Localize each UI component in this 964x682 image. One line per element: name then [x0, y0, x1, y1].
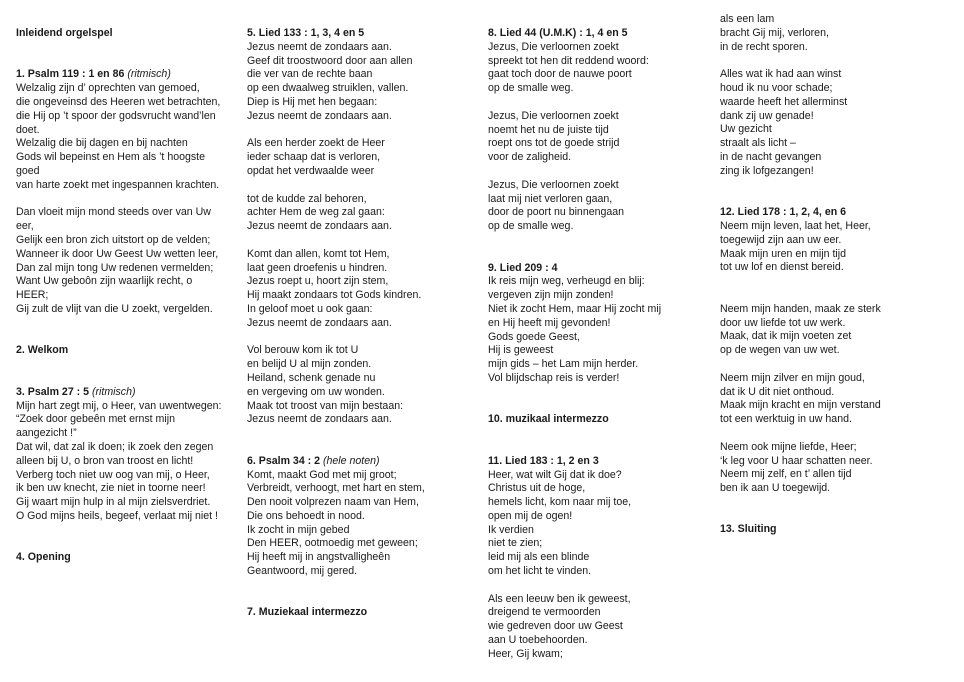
lyric-line: zing ik lofgezangen! [720, 164, 814, 177]
lyric-line: alleen bij U, o bron van troost en licht! [16, 454, 194, 467]
lyric-line: Neem mijn handen, maak ze sterk [720, 302, 881, 315]
lyric-line: Vol blijdschap reis is verder! [488, 371, 620, 384]
heading-text: 11. Lied 183 : 1, 2 en 3 [488, 454, 599, 467]
lyric-line: Niet ik zocht Hem, maar Hij zocht mij [488, 302, 662, 315]
lyric-line: Gij zult de vlijt van die U zoekt, vergelden. [16, 302, 213, 315]
lyric-line: om het licht te vinden. [488, 565, 592, 578]
blank-line [720, 358, 950, 372]
lyric-line: Neem ook mijne liefde, Heer; [720, 440, 857, 453]
lyric-line: Komt, maakt God met mij groot; [247, 468, 397, 481]
lyric-line: ben ik aan U toegewijd. [720, 482, 831, 495]
lyric-line: HEER; [16, 289, 49, 302]
section-heading [16, 68, 241, 82]
section-heading [720, 523, 950, 537]
lyric-line: Als een leeuw ben ik geweest, [488, 592, 631, 605]
lyric-line: leid mij als een blinde [488, 551, 590, 564]
lyric-line: Jezus neemt de zondaars aan. [247, 220, 392, 233]
lyric-line: Hij maakt zondaars tot Gods kindren. [247, 289, 422, 302]
lyric-line: In geloof moet u ook gaan: [247, 302, 373, 315]
lyric-line: houd ik nu voor schade; [720, 81, 833, 94]
lyric-line: op de wegen van uw wet. [720, 344, 840, 357]
blank-line [720, 289, 950, 303]
lyric-line: goed [16, 164, 40, 177]
lyric-line: Verberg toch niet uw oog van mij, o Heer, [16, 468, 210, 481]
heading-text: 3. Psalm 27 : 5 [16, 385, 92, 398]
lyric-line: voor de zaligheid. [488, 151, 572, 164]
lyric-line: Jezus neemt de zondaars aan. [247, 413, 392, 426]
lyric-line: Uw gezicht [720, 123, 772, 136]
lyric-line: en vergeving om uw wonden. [247, 385, 385, 398]
lyric-line: Heer, wat wilt Gij dat ik doe? [488, 468, 622, 481]
blank-line [720, 510, 950, 524]
lyric-line: open mij de ogen! [488, 509, 573, 522]
lyric-line: O God mijns heils, begeef, verlaat mij niet ! [16, 509, 218, 522]
lyric-line: Vol berouw kom ik tot U [247, 344, 359, 357]
lyric-line: Gij waart mijn hulp in al mijn zielsverdriet. [16, 496, 211, 509]
lyric-line: Jezus roept u, hoort zijn stem, [247, 275, 389, 288]
lyric-line: op de smalle weg. [488, 82, 574, 95]
lyric-line: tot uw lof en dienst bereid. [720, 261, 844, 274]
blank-line [488, 386, 713, 400]
lyric-line: Neem mijn leven, laat het, Heer, [720, 219, 871, 232]
lyric-line: door de poort nu binnengaan [488, 206, 625, 219]
blank-line [16, 524, 241, 538]
heading-text: 10. muzikaal intermezzo [488, 413, 609, 426]
lyric-line: Neem mij zelf, en t’ allen tijd [720, 468, 852, 481]
lyric-line: Wanneer ik door Uw Geest Uw wetten leer, [16, 247, 219, 260]
lyric-line: van harte zoekt met ingespannen krachten. [16, 178, 220, 191]
lyric-line: wie gedreven door uw Geest [488, 620, 623, 633]
lyric-line: Den nooit volprezen naam van Hem, [247, 496, 419, 509]
lyric-line: spreekt tot hen dit reddend woord: [488, 54, 649, 67]
lyric-line: Maak tot troost van mijn bestaan: [247, 399, 404, 412]
lyric-line: dank zij uw genade! [720, 109, 814, 122]
blank-line [16, 193, 241, 207]
section-heading [16, 551, 241, 565]
lyric-line: Jezus neemt de zondaars aan. [247, 316, 392, 329]
lyric-line: dat ik U dit niet onthoud. [720, 385, 835, 398]
blank-line [16, 331, 241, 345]
lyric-line: Jezus neemt de zondaars aan. [247, 40, 392, 53]
lyric-line: Alles wat ik had aan winst [720, 68, 842, 81]
lyric-line: aangezicht !” [16, 427, 77, 440]
blank-line [16, 41, 241, 55]
lyric-line: dreigend te vermoorden [488, 606, 601, 619]
lyric-line: in de nacht gevangen [720, 150, 822, 163]
blank-line [247, 427, 472, 441]
blank-line [16, 55, 241, 69]
lyric-line: ik ben uw knecht, zie niet in toorne neer! [16, 482, 206, 495]
heading-note: (ritmisch) [127, 68, 171, 81]
blank-line [488, 165, 713, 179]
lyric-line: op de smalle weg. [488, 220, 574, 233]
blank-line [488, 400, 713, 414]
blank-line [720, 275, 950, 289]
lyric-line: op een dwaalweg struiklen, vallen. [247, 82, 409, 95]
section-heading [488, 27, 713, 41]
lyric-line: laat geen droefenis u hindren. [247, 261, 388, 274]
blank-line [488, 427, 713, 441]
blank-line [16, 372, 241, 386]
blank-line [16, 358, 241, 372]
lyric-line: Christus uit de hoge, [488, 482, 586, 495]
blank-line [720, 179, 950, 193]
lyric-line: Maak, dat ik mijn voeten zet [720, 330, 852, 343]
heading-note: (ritmisch) [91, 385, 136, 398]
lyric-line: Heiland, schenk genade nu [247, 371, 376, 384]
heading-text: 6. Psalm 34 : 2 [247, 454, 323, 467]
section-heading [488, 413, 713, 427]
lyric-line: tot een werktuig in uw hand. [720, 413, 852, 426]
heading-text: 4. Opening [16, 551, 71, 564]
column-3 [488, 27, 713, 662]
section-heading [16, 344, 241, 358]
lyric-line: aan U toebehoorden. [488, 634, 588, 647]
lyric-line: Die ons behoedt in nood. [247, 509, 365, 522]
lyric-line: Ik reis mijn weg, verheugd en blij: [488, 275, 645, 288]
blank-line [488, 248, 713, 262]
blank-line [247, 593, 472, 607]
lyric-line: Jezus, Die verloornen zoekt [488, 178, 619, 191]
blank-line [488, 579, 713, 593]
lyric-line: hemels licht, kom naar mij toe, [488, 496, 632, 509]
lyric-line: Want Uw geboôn zijn waarlijk recht, o [16, 275, 193, 288]
lyric-line: en belijd U al mijn zonden. [247, 358, 372, 371]
section-heading [247, 455, 472, 469]
lyric-line: noemt het nu de juiste tijd [488, 123, 609, 136]
lyric-line: ieder schaap dat is verloren, [247, 151, 381, 164]
lyric-line: Ik zocht in mijn gebed [247, 523, 350, 536]
lyric-line: als een lam [720, 13, 775, 25]
lyric-line: Verbreidt, verhoogt, met hart en stem, [247, 482, 425, 495]
lyric-line: eer, [16, 220, 34, 233]
blank-line [720, 427, 950, 441]
blank-line [247, 124, 472, 138]
lyric-line: doet. [16, 123, 40, 136]
lyric-line: Welzalig die bij dagen en bij nachten [16, 137, 188, 150]
heading-text: Inleidend orgelspel [16, 27, 113, 39]
section-heading [488, 455, 713, 469]
lyric-line: door uw liefde tot uw werk. [720, 316, 846, 329]
heading-text: 7. Muziekaal intermezzo [247, 606, 368, 619]
lyric-line: Geantwoord, mij gered. [247, 565, 358, 578]
blank-line [247, 331, 472, 345]
column-4 [720, 13, 950, 537]
section-heading [16, 386, 241, 400]
blank-line [488, 96, 713, 110]
heading-text: 2. Welkom [16, 344, 69, 357]
lyric-line: Dat wil, dat zal ik doen; ik zoek den zegen [16, 440, 214, 453]
lyric-line: mijn gids – het Lam mijn herder. [488, 358, 639, 371]
lyric-line: Diep is Hij met hen begaan: [247, 95, 378, 108]
lyric-line: laat mij niet verloren gaan, [488, 192, 613, 205]
lyric-line: die ongeveinsd des Heeren wet betrachten, [16, 95, 221, 108]
blank-line [247, 579, 472, 593]
lyric-line: bracht Gij mij, verloren, [720, 26, 829, 39]
lyric-line: Den HEER, ootmoedig met geween; [247, 537, 418, 550]
section-heading [247, 606, 472, 620]
heading-text: 13. Sluiting [720, 523, 777, 536]
lyric-line: Maak mijn uren en mijn tijd [720, 247, 846, 260]
heading-note: (hele noten) [322, 454, 380, 467]
lyric-line: “Zoek door gebeên met ernst mijn [16, 413, 175, 426]
lyric-line: Hij is geweest [488, 344, 554, 357]
lyric-line: Als een herder zoekt de Heer [247, 137, 385, 150]
lyric-line: in de recht sporen. [720, 40, 808, 53]
section-heading [247, 27, 472, 41]
lyric-line: Geef dit troostwoord door aan allen [247, 54, 413, 67]
heading-text: 1. Psalm 119 : 1 en 86 [16, 68, 128, 81]
blank-line [247, 234, 472, 248]
section-heading [16, 27, 241, 41]
lyric-line: en Hij heeft mij gevonden! [488, 316, 611, 329]
lyric-line: roept ons tot de goede strijd [488, 137, 620, 150]
lyric-line: achter Hem de weg zal gaan: [247, 206, 385, 219]
blank-line [16, 537, 241, 551]
blank-line [247, 179, 472, 193]
column-1 [16, 27, 241, 565]
heading-text: 8. Lied 44 (U.M.K) : 1, 4 en 5 [488, 27, 628, 39]
heading-text: 12. Lied 178 : 1, 2, 4, en 6 [720, 206, 847, 219]
lyric-line: Mijn hart zegt mij, o Heer, van uwentwegen: [16, 399, 222, 412]
blank-line [720, 496, 950, 510]
lyric-line: Gods wil bepeinst en Hem als ’t hoogste [16, 151, 206, 164]
blank-line [247, 441, 472, 455]
blank-line [720, 192, 950, 206]
section-heading [488, 262, 713, 276]
heading-text: 5. Lied 133 : 1, 3, 4 en 5 [247, 27, 365, 39]
lyric-line: Ik verdien [488, 523, 534, 536]
section-heading [720, 206, 950, 220]
column-2 [247, 27, 472, 620]
lyric-line: die ver van de rechte baan [247, 68, 373, 81]
lyric-line: niet te zien; [488, 537, 543, 550]
lyric-line: die Hij op ’t spoor der godsvrucht wand’len [16, 109, 216, 122]
lyric-line: toegewijd zijn aan uw eer. [720, 233, 842, 246]
lyric-line: gaat toch door de nauwe poort [488, 68, 632, 81]
lyric-line: Gelijk een bron zich uitstort op de velden; [16, 233, 211, 246]
lyric-line: Neem mijn zilver en mijn goud, [720, 371, 865, 384]
lyric-line: Jezus neemt de zondaars aan. [247, 109, 392, 122]
heading-text: 9. Lied 209 : 4 [488, 261, 558, 274]
lyric-line: Jezus, Die verloornen zoekt [488, 40, 619, 53]
blank-line [720, 54, 950, 68]
lyric-line: Komt dan allen, komt tot Hem, [247, 247, 390, 260]
lyric-line: straalt als licht – [720, 137, 796, 150]
lyric-line: Maak mijn kracht en mijn verstand [720, 399, 881, 412]
lyric-line: opdat het verdwaalde weer [247, 164, 375, 177]
lyric-line: Dan zal mijn tong Uw redenen vermelden; [16, 261, 214, 274]
lyric-line: Gods goede Geest, [488, 330, 580, 343]
blank-line [488, 234, 713, 248]
blank-line [16, 317, 241, 331]
lyric-line: vergeven zijn mijn zonden! [488, 289, 614, 302]
lyric-line: ‘k leg voor U haar schatten neer. [720, 454, 873, 467]
lyric-line: Heer, Gij kwam; [488, 647, 563, 660]
blank-line [488, 441, 713, 455]
lyric-line: Dan vloeit mijn mond steeds over van Uw [16, 206, 211, 219]
lyric-line: Hij heeft mij in angstvalligheên [247, 551, 391, 564]
lyric-line: waarde heeft het allerminst [720, 95, 848, 108]
lyric-line: Welzalig zijn d’ oprechten van gemoed, [16, 82, 200, 95]
lyric-line: tot de kudde zal behoren, [247, 192, 367, 205]
lyric-line: Jezus, Die verloornen zoekt [488, 109, 619, 122]
